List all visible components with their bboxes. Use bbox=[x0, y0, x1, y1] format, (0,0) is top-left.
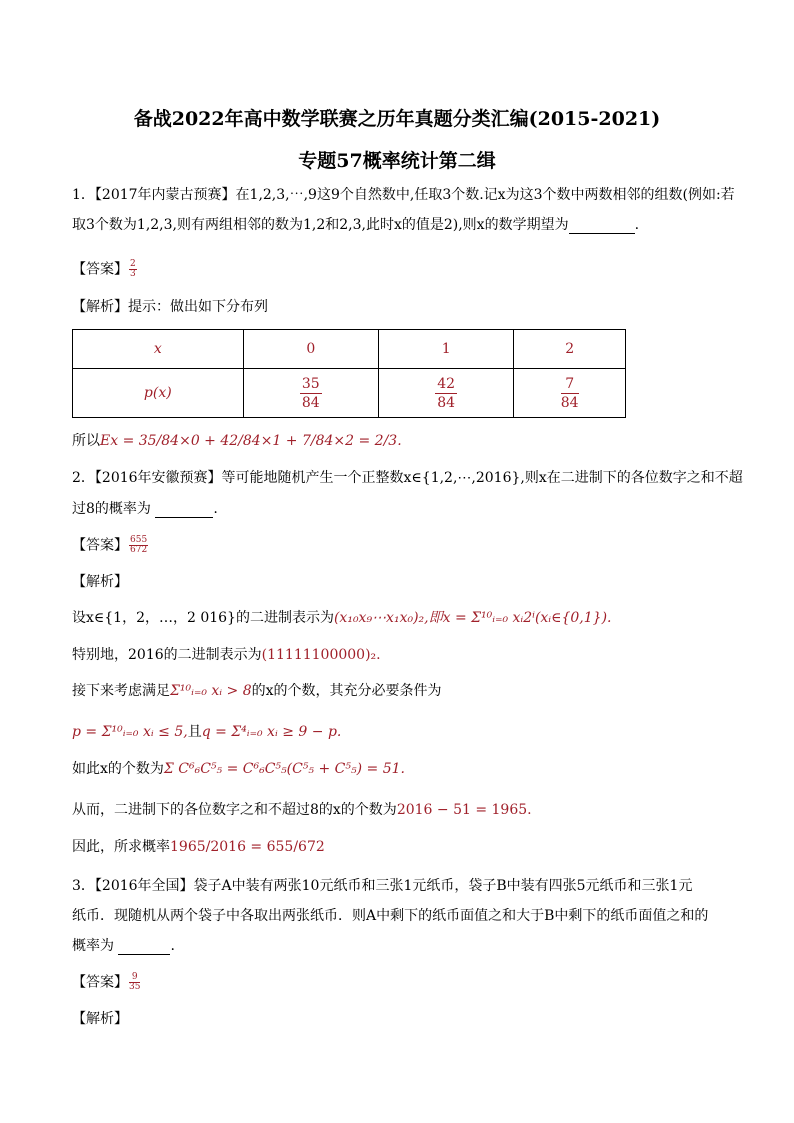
table-prob-2: $\frac{7}{84}$ bbox=[514, 369, 626, 418]
table-prob-1: $\frac{42}{84}$ bbox=[378, 369, 513, 418]
q3-answer-blank bbox=[118, 940, 170, 955]
q2-step5: 如此x的个数为Σ C⁶₆C⁵₅ = C⁶₆C⁵₅(C⁵₅ + C⁵₅) = 51. bbox=[72, 761, 405, 777]
q3-answer bbox=[72, 973, 141, 992]
answer-label: 【答案】 bbox=[72, 537, 128, 554]
q1-text-line1: 1．【2017年内蒙古预赛】在1,2,3,⋯,9这9个自然数中,任取3个数.记x为这3个数中两数相邻的组数(例如:若 bbox=[72, 187, 735, 203]
q2-step2: 特别地，2016的二进制表示为(11111100000)₂. bbox=[72, 647, 381, 663]
q2-answer bbox=[72, 536, 149, 555]
table-value-2: 2 bbox=[514, 330, 626, 369]
analysis-label: 【解析】 bbox=[72, 299, 128, 315]
expectation-formula: Ex = 35/84×0 + 42/84×1 + 7/84×2 = 2/3. bbox=[100, 433, 402, 449]
q2-step7: 因此，所求概率1965/2016 = 655/672 bbox=[72, 839, 325, 855]
q2-step1: 设x∈{1，2，…，2 016}的二进制表示为(x₁₀x₉⋯x₁x₀)₂,即x = Σ¹⁰ᵢ₌₀ xᵢ2ⁱ(xᵢ∈{0,1}). bbox=[72, 610, 612, 626]
q2-analysis-label: 【解析】 bbox=[72, 574, 128, 590]
q2-answer-fraction: $\frac{655}{672}$ bbox=[130, 535, 148, 555]
q3-analysis-label: 【解析】 bbox=[72, 1011, 128, 1027]
q1-analysis: 【解析】提示：做出如下分布列 bbox=[72, 299, 268, 315]
q1-expectation: 所以Ex = 35/84×0 + 42/84×1 + 7/84×2 = 2/3. bbox=[72, 433, 402, 449]
q1-answer-blank bbox=[569, 219, 635, 234]
answer-label: 【答案】 bbox=[72, 974, 128, 991]
q2-step4: p = Σ¹⁰ᵢ₌₀ xᵢ ≤ 5,且q = Σ⁴ᵢ₌₀ xᵢ ≥ 9 − p. bbox=[72, 724, 342, 740]
q2-text-line1: 2．【2016年安徽预赛】等可能地随机产生一个正整数x∈{1,2,⋯,2016},则x在二进制下的各位数字之和不超 bbox=[72, 470, 743, 486]
q2-text-line2: 过8的概率为 . bbox=[72, 501, 218, 517]
page-title: 备战2022年高中数学联赛之历年真题分类汇编(2015-2021) bbox=[133, 108, 661, 130]
table-header-px: p(x) bbox=[73, 369, 244, 418]
q3-answer-fraction: $\frac{9}{35}$ bbox=[129, 972, 141, 992]
q3-text-line3: 概率为 . bbox=[72, 938, 175, 954]
answer-label: 【答案】 bbox=[72, 261, 128, 278]
page-subtitle: 专题57概率统计第二缉 bbox=[298, 150, 496, 172]
q1-answer-fraction: $\frac{2}{3}$ bbox=[130, 259, 136, 279]
q1-answer bbox=[72, 260, 138, 279]
q2-answer-blank bbox=[155, 503, 213, 518]
q1-text-line2: 取3个数为1,2,3,则有两组相邻的数为1,2和2,3,此时x的值是2),则x的数学期望为 . bbox=[72, 217, 640, 233]
table-value-1: 1 bbox=[378, 330, 513, 369]
q3-text-line1: 3．【2016年全国】袋子A中装有两张10元纸币和三张1元纸币，袋子B中装有四张5元纸币和三张1元 bbox=[72, 878, 693, 894]
q3-text-line2: 纸币．现随机从两个袋子中各取出两张纸币．则A中剩下的纸币面值之和大于B中剩下的纸币面值之和的 bbox=[72, 908, 709, 924]
table-prob-0: $\frac{35}{84}$ bbox=[243, 369, 378, 418]
q2-step3: 接下来考虑满足Σ¹⁰ᵢ₌₀ xᵢ > 8的x的个数，其充分必要条件为 bbox=[72, 683, 442, 699]
table-header-x: x bbox=[73, 330, 244, 369]
distribution-table bbox=[72, 329, 626, 418]
table-value-0: 0 bbox=[243, 330, 378, 369]
q2-step6: 从而，二进制下的各位数字之和不超过8的x的个数为2016 − 51 = 1965. bbox=[72, 802, 532, 818]
